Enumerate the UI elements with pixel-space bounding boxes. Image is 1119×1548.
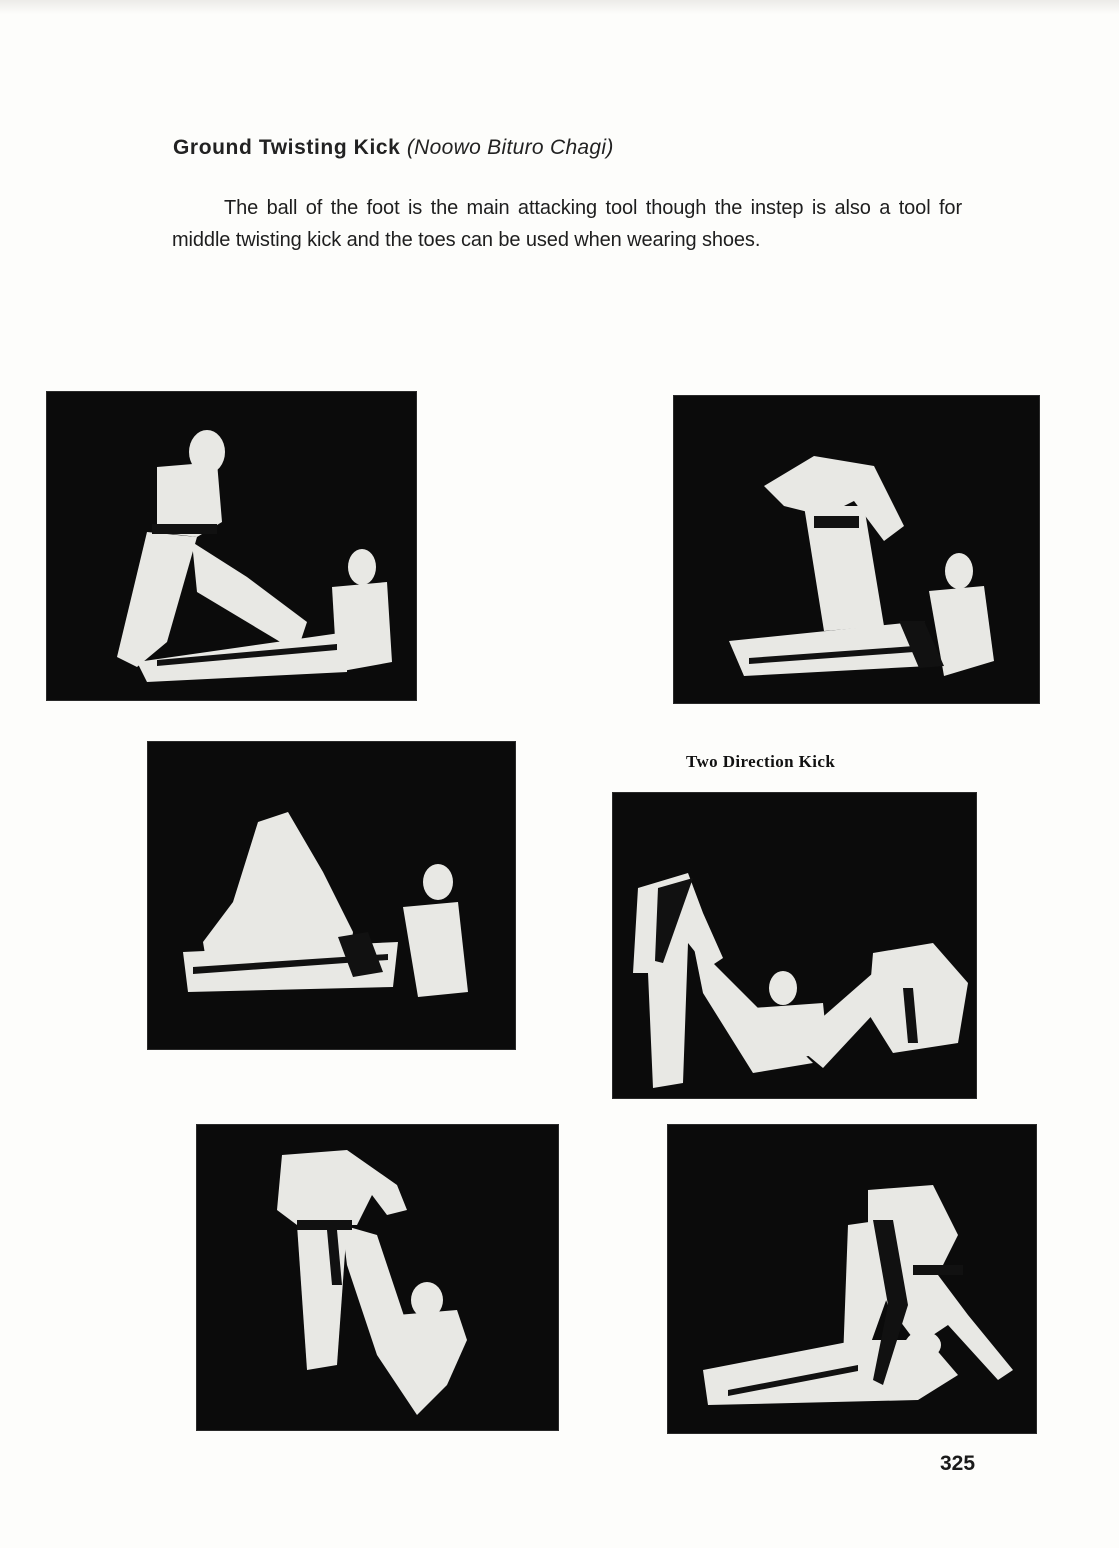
photo-6	[668, 1125, 1036, 1433]
section-heading	[173, 136, 614, 160]
photo-caption: Two Direction Kick	[686, 752, 836, 771]
photo-6-illustration	[668, 1125, 1036, 1433]
photo-4	[613, 793, 976, 1098]
photo-2-illustration	[674, 396, 1039, 703]
page-number: 325	[940, 1452, 976, 1475]
photo-1	[47, 392, 416, 700]
photo-4-illustration	[613, 793, 976, 1098]
photo-1-illustration	[47, 392, 416, 700]
scan-edge-shadow	[0, 0, 1119, 14]
photo-3-illustration	[148, 742, 515, 1049]
heading-korean-name: (Noowo Bituro Chagi)	[406, 136, 614, 159]
heading-title: Ground Twisting Kick	[173, 136, 401, 159]
photo-5	[197, 1125, 558, 1430]
photo-5-illustration	[197, 1125, 558, 1430]
body-paragraph: The ball of the foot is the main attacking tool though the instep is also a tool for middle twisting kick and the toes can be used when wearing shoes.	[172, 197, 962, 251]
photo-2	[674, 396, 1039, 703]
photo-3	[148, 742, 515, 1049]
